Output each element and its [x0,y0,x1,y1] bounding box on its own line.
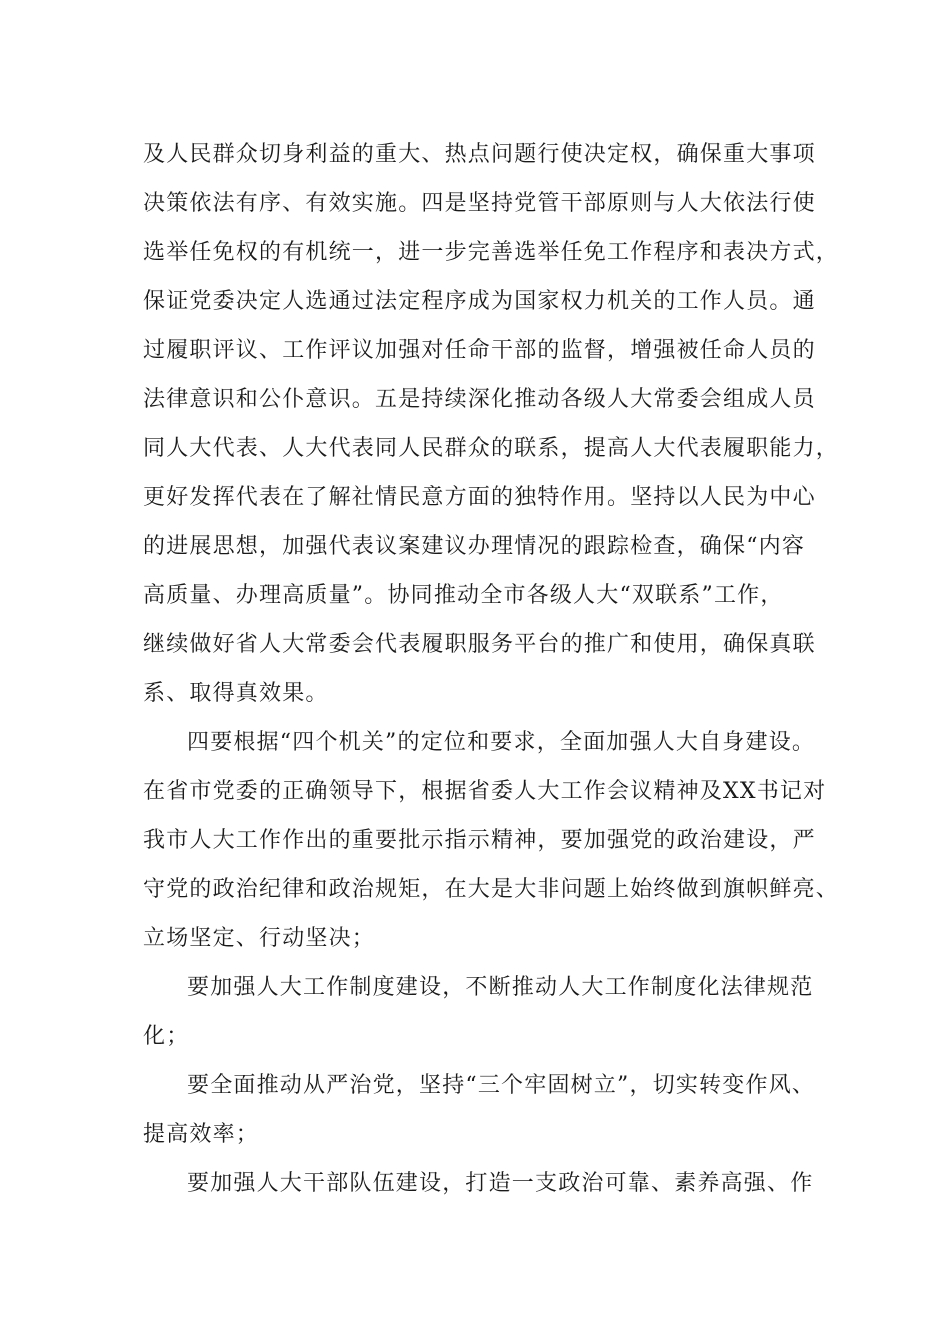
text-line: 立场坚定、行动坚决； [143,926,376,951]
text-line: 的进展思想，加强代表议案建议办理情况的跟踪检查，确保“内容 [143,534,806,559]
text-line: 提高效率； [143,1122,260,1147]
text-line: 更好发挥代表在了解社情民意方面的独特作用。坚持以人民为中心 [143,485,816,510]
text-line: 及人民群众切身利益的重大、热点问题行使决定权，确保重大事项 [143,142,816,167]
text-line: 化； [143,1024,190,1049]
text-line: 保证党委决定人选通过法定程序成为国家权力机关的工作人员。通 [143,289,816,314]
paragraph-first-line: 要加强人大工作制度建设，不断推动人大工作制度化法律规范 [187,975,814,1000]
text-line: 同人大代表、人大代表同人民群众的联系，提高人大代表履职能力， [143,436,840,461]
text-line: 高质量、办理高质量”。协同推动全市各级人大“双联系”工作， [143,583,784,608]
text-line: 系、取得真效果。 [143,681,329,706]
paragraph-first-line: 要全面推动从严治党，坚持“三个牢固树立”，切实转变作风、 [187,1073,816,1098]
body-text [143,130,840,1208]
text-line: 守党的政治纪律和政治规矩，在大是大非问题上始终做到旗帜鲜亮、 [143,877,840,902]
text-line: 在省市党委的正确领导下，根据省委人大工作会议精神及XX书记对 [143,779,827,804]
paragraph-first-line: 四要根据“四个机关”的定位和要求，全面加强人大自身建设。 [187,730,816,755]
text-line: 我市人大工作作出的重要批示指示精神，要加强党的政治建设，严 [143,828,816,853]
text-line: 选举任免权的有机统一，进一步完善选举任免工作程序和表决方式， [143,240,840,265]
text-line: 决策依法有序、有效实施。四是坚持党管干部原则与人大依法行使 [143,191,816,216]
text-line: 法律意识和公仆意识。五是持续深化推动各级人大常委会组成人员 [143,387,816,412]
text-line: 过履职评议、工作评议加强对任命干部的监督，增强被任命人员的 [143,338,816,363]
paragraph-first-line: 要加强人大干部队伍建设，打造一支政治可靠、素养高强、作 [187,1171,814,1196]
text-line: 继续做好省人大常委会代表履职服务平台的推广和使用，确保真联 [143,632,816,657]
